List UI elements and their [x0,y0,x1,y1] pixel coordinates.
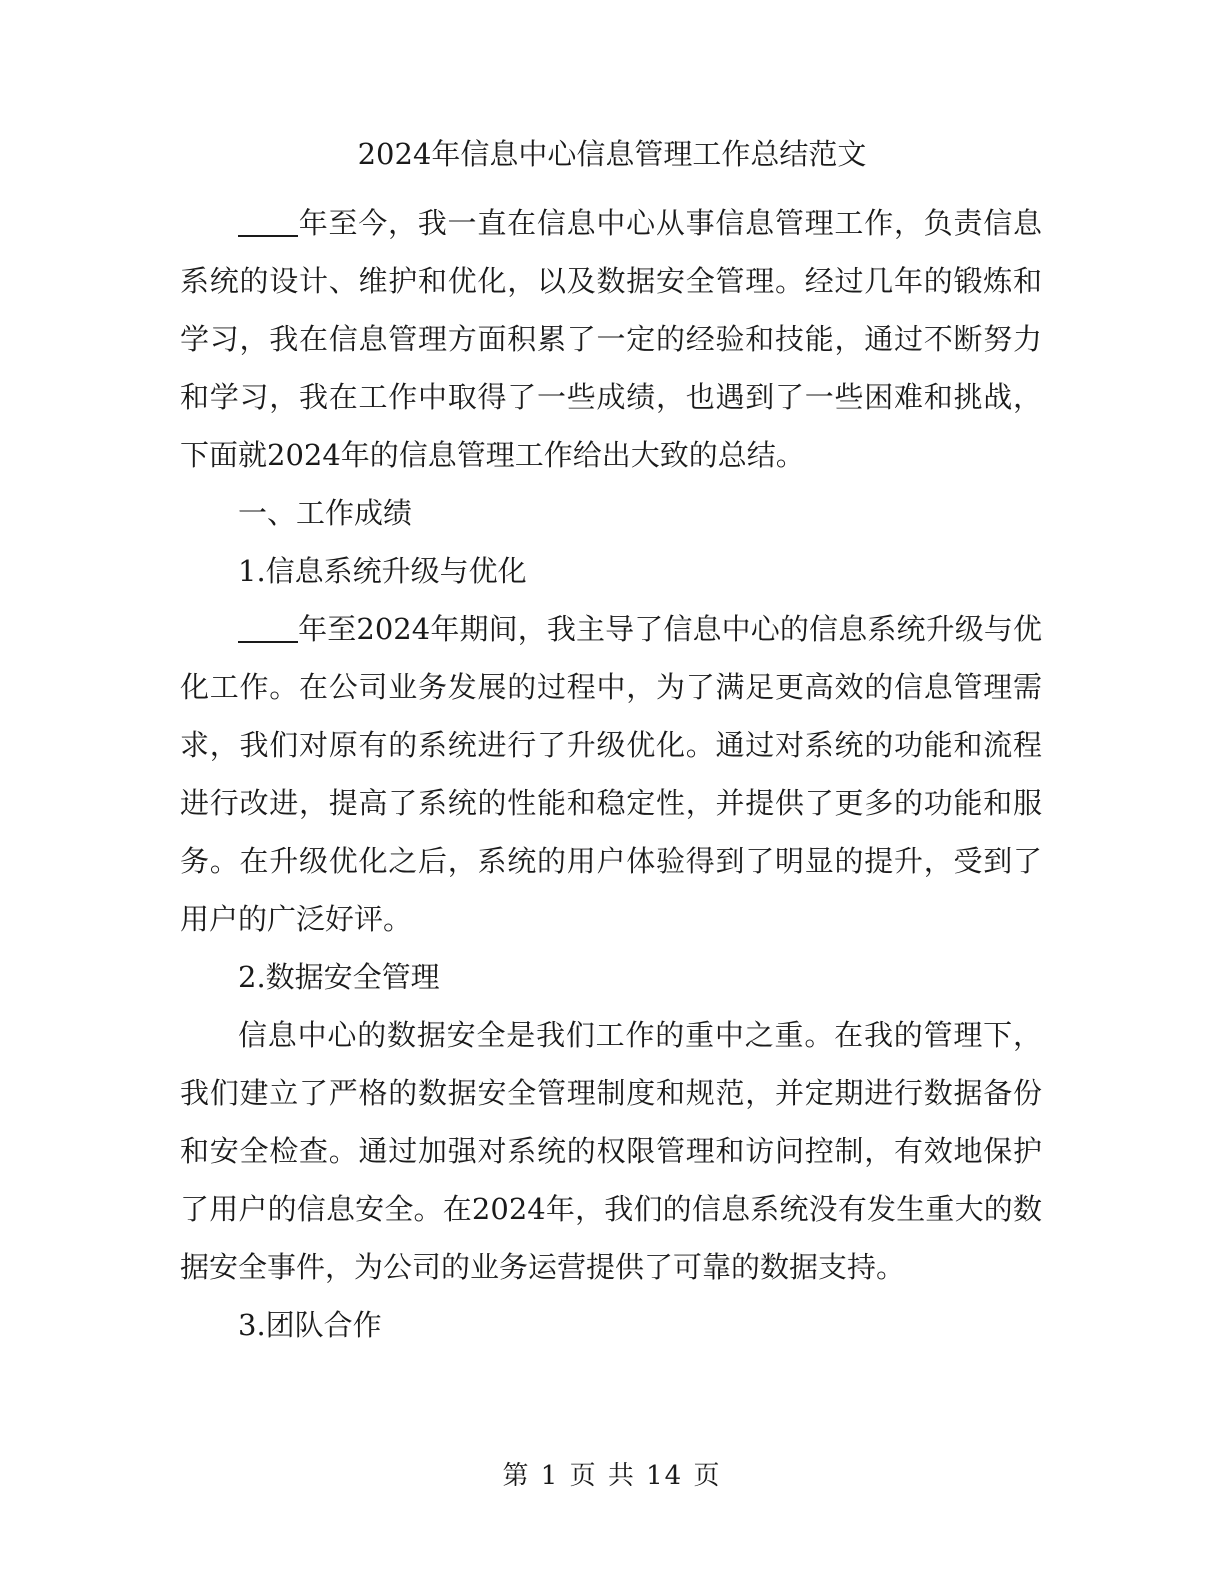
paragraph-intro: 年至今，我一直在信息中心从事信息管理工作，负责信息系统的设计、维护和优化，以及数据安全管理。经过几年的锻炼和学习，我在信息管理方面积累了一定的经验和技能，通过不断努力和学习，我在工作中取得了一些成绩，也遇到了一些困难和挑战，下面就2024年的信息管理工作给出大致的总结。 [180,206,1042,472]
footer-page-number: 1 [540,1461,560,1491]
subheading-system-upgrade: 1.信息系统升级与优化 [238,554,527,588]
fill-in-blank [238,205,298,237]
footer-suffix: 页 [693,1461,722,1491]
fill-in-blank [238,611,298,643]
footer-total-pages: 14 [646,1461,684,1491]
subheading-data-security: 2.数据安全管理 [238,960,440,994]
document-body [180,194,1042,1354]
page-footer [0,1458,1224,1494]
subheading-teamwork: 3.团队合作 [238,1308,382,1342]
paragraph-data-security: 信息中心的数据安全是我们工作的重中之重。在我的管理下，我们建立了严格的数据安全管理制度和规范，并定期进行数据备份和安全检查。通过加强对系统的权限管理和访问控制，有效地保护了用户的信息安全。在2024年，我们的信息系统没有发生重大的数据安全事件，为公司的业务运营提供了可靠的数据支持。 [180,1018,1042,1284]
document-title: 2024年信息中心信息管理工作总结范文 [357,137,867,171]
section-heading-achievements: 一、工作成绩 [238,496,413,530]
footer-prefix: 第 [502,1461,531,1491]
paragraph-system-upgrade: 年至2024年期间，我主导了信息中心的信息系统升级与优化工作。在公司业务发展的过程中，为了满足更高效的信息管理需求，我们对原有的系统进行了升级优化。通过对系统的功能和流程进行改进，提高了系统的性能和稳定性，并提供了更多的功能和服务。在升级优化之后，系统的用户体验得到了明显的提升，受到了用户的广泛好评。 [180,612,1042,936]
footer-middle: 页 共 [569,1461,636,1491]
